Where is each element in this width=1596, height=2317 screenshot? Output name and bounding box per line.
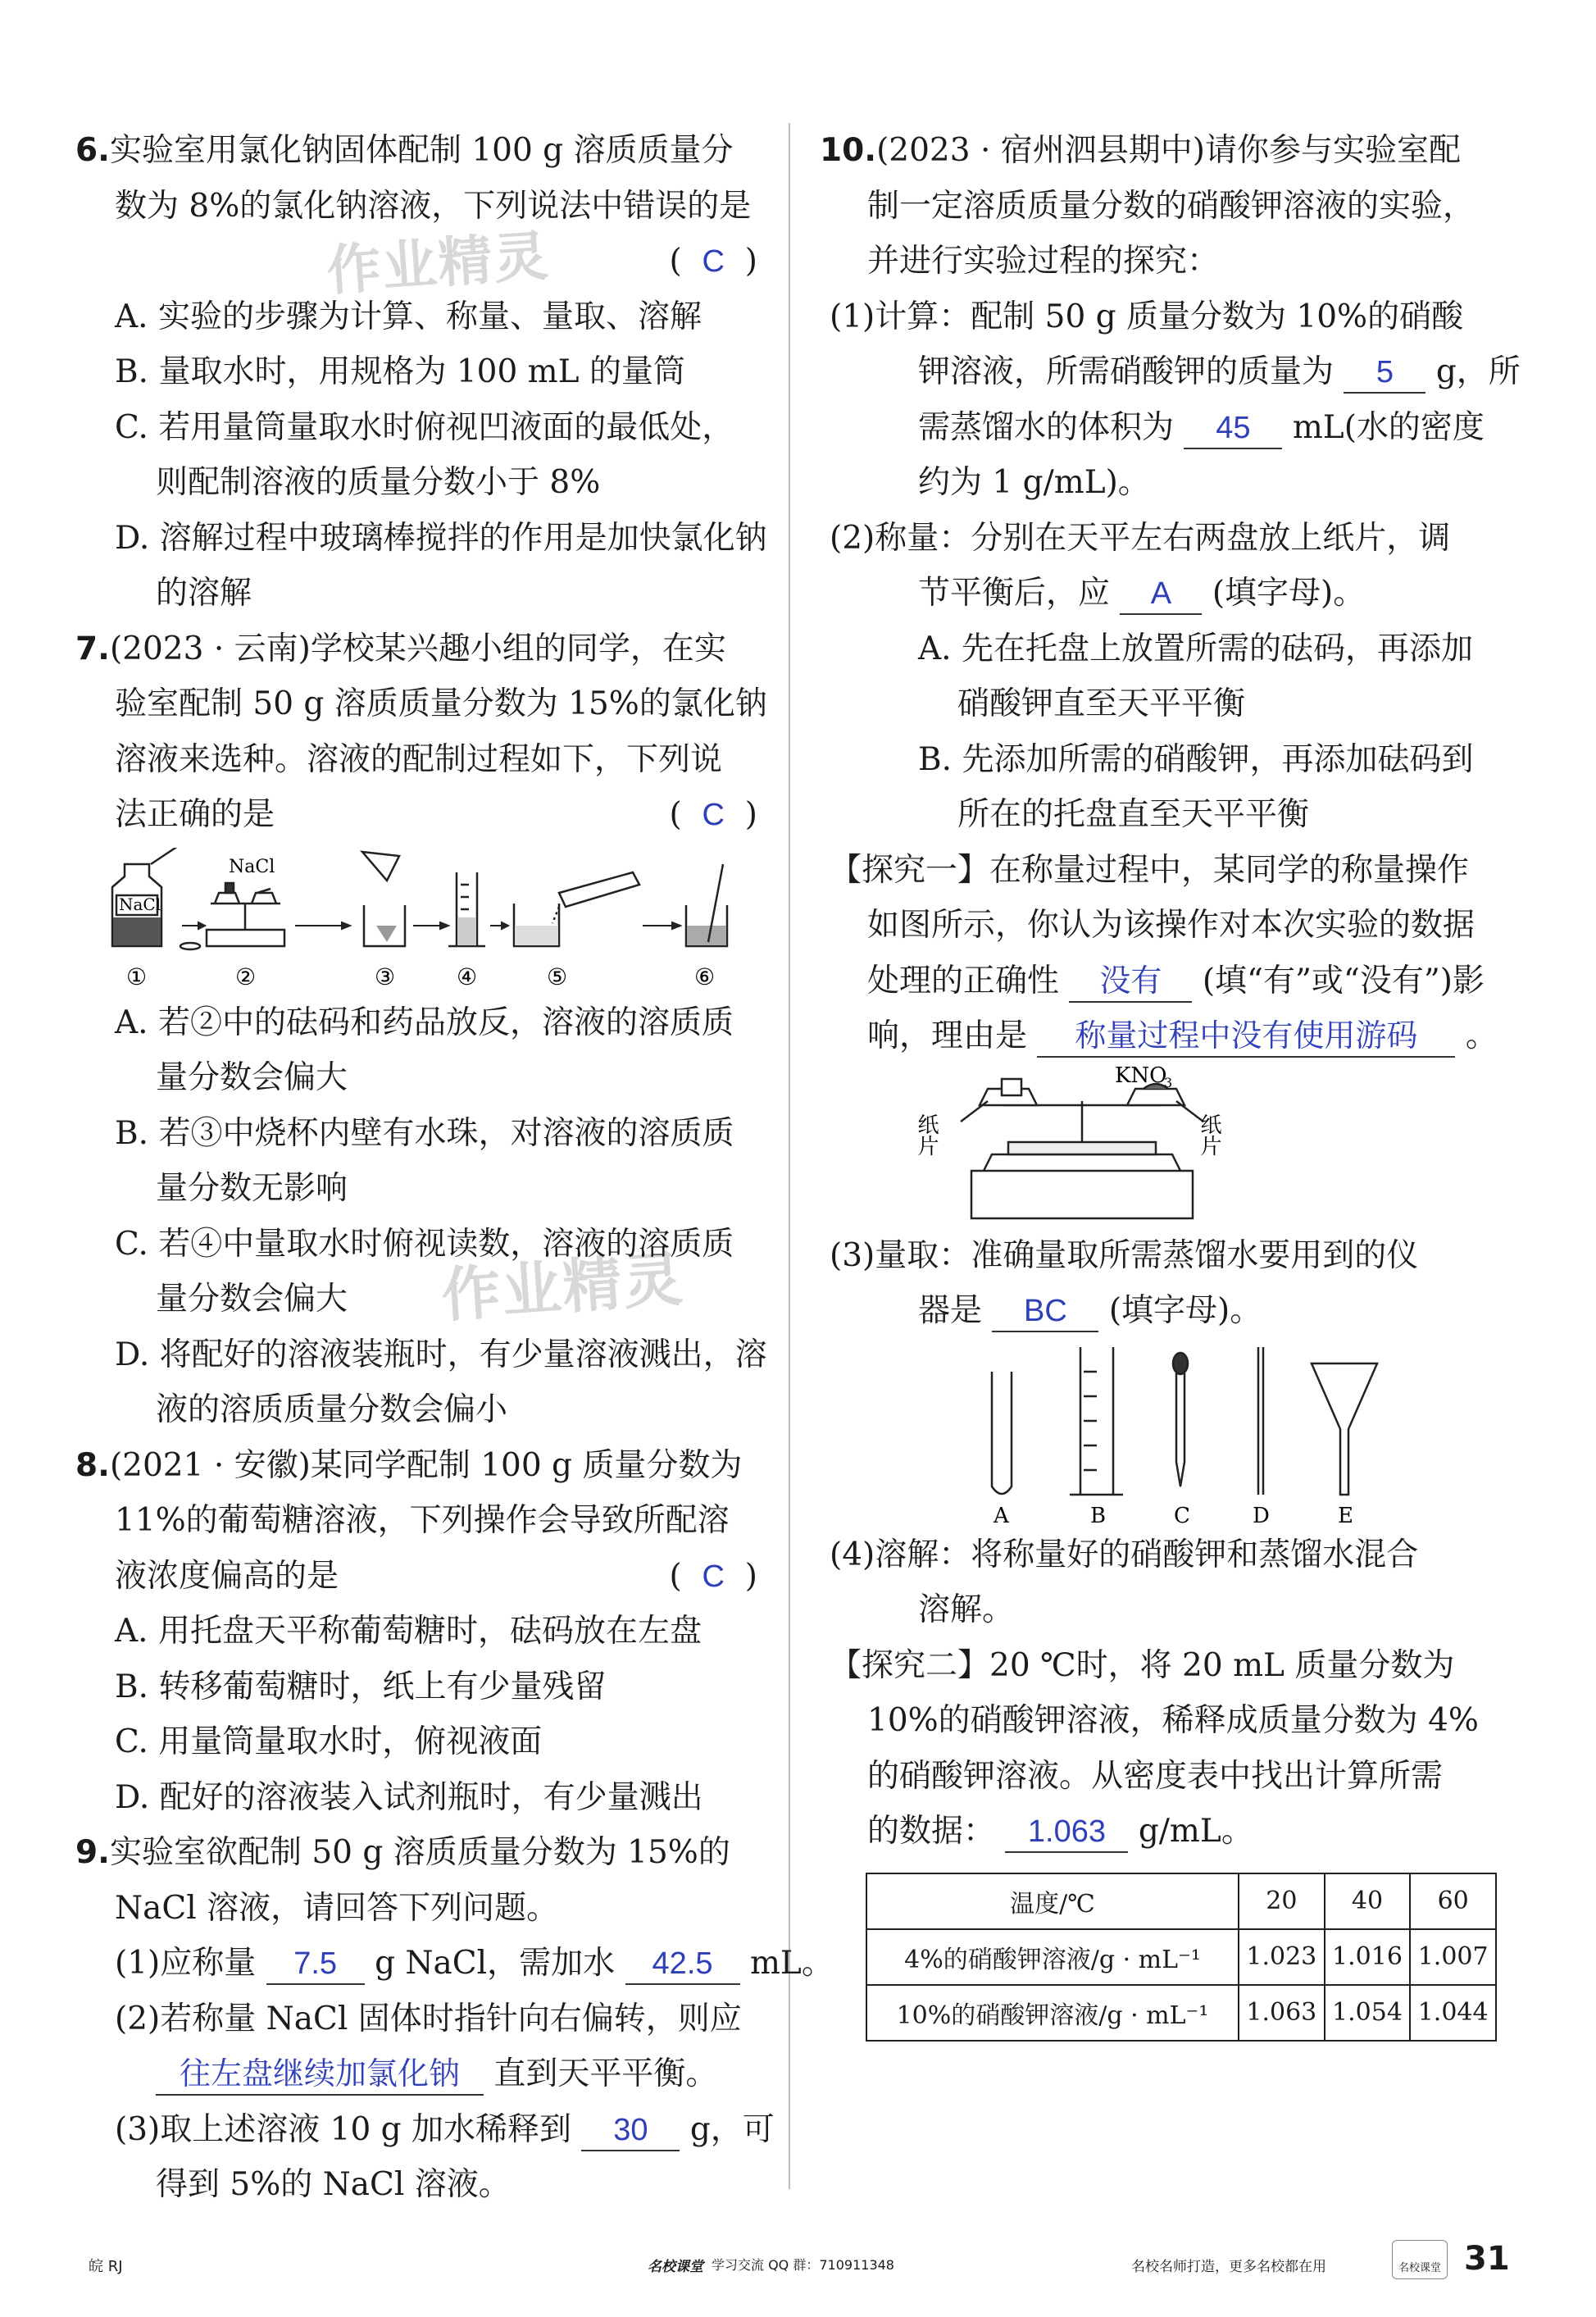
question-number: 10. (820, 132, 877, 169)
option: C. 若④中量取水时俯视读数，溶液的溶质质 (115, 1225, 734, 1263)
option: D. 将配好的溶液装瓶时，有少量溶液溅出，溶 (115, 1336, 767, 1373)
answer-blank: 5 (1344, 353, 1425, 394)
funnel-icon (1312, 1363, 1377, 1495)
question-7: 7.(2023 · 云南)学校某兴趣小组的同学，在实 验室配制 50 g 溶质质量分数为 15%的氯化钠 溶液来选种。溶液的配制过程如下，下列说 法正确的是 ( C ) NaCl NaCl ① ② ③ ④ ⑤ ⑥ A. 若②中的砝码和药品放反，溶液的溶质质 量分数会偏大 B. 若③中烧杯内壁有水珠，对溶液的溶质质 量分数无影响 C. 若④中量取水时俯视读数，溶液的溶质质 量分数会偏大 D. 将配好的溶液装瓶时，有少量溶液溅出，溶 液的溶质质量分数会偏小 (75, 621, 757, 1438)
question-10: 10.(2023 · 宿州泗县期中)请你参与实验室配 制一定溶质质量分数的硝酸钾溶液的实验， 并进行实验过程的探究： (1)计算：配制 50 g 质量分数为 10%的硝酸 钾溶液，所需硝酸钾的质量为 5 g，所 需蒸馏水的体积为 45 mL(水的密度 约为 1 g/mL)。 (2)称量：分别在天平左右两盘放上纸片，调 节平衡后，应 A (填字母)。 A. 先在托盘上放置所需的砝码，再添加 硝酸钾直至天平平衡 B. 先添加所需的硝酸钾，再添加砝码到 所在的托盘直至天平平衡 【探究一】在称量过程中，某同学的称量操作 如图所示，你认为该操作对本次实验的数据 处理的正确性 没有 (填“有”或“没有”)影 响，理由是 称量过程中没有使用游码 。 KNO 3 纸片 纸片 (3)量取：准确量取所需蒸馏水要用到的仪 器是 BC (填字母)。 A B C D E (4)溶解：将称量好的硝酸钾和蒸馏水混合 溶解。 【探究二】20 ℃时，将 20 mL 质量分数为 10%的硝酸钾溶液，稀释成质量分数为 4% 的硝酸钾溶液。从密度表中找出计算所需 的数据： 1.063 g/mL。 温度/℃ 20 40 60 4%的硝酸钾溶液/g · mL⁻¹ 1.023 1.016 1.007 10%的硝酸钾溶液/g · mL⁻¹ 1.063 1.054 1.044 (820, 123, 1508, 2042)
option-cont: 硝酸钾直至天平平衡 (957, 685, 1246, 722)
table-row: 10%的硝酸钾溶液/g · mL⁻¹ 1.063 1.054 1.044 (866, 1985, 1496, 2041)
balance-icon (961, 1079, 1203, 1218)
svg-text:⑥: ⑥ (694, 963, 716, 990)
sub-question-2: (2)称量：分别在天平左右两盘放上纸片，调 (830, 519, 1451, 557)
pouring-icon (514, 872, 639, 946)
option-cont: 量分数会偏大 (156, 1281, 348, 1318)
answer-choice: C (702, 798, 725, 832)
table-row: 4%的硝酸钾溶液/g · mL⁻¹ 1.023 1.016 1.007 (866, 1929, 1496, 1985)
svg-text:纸片: 纸片 (1197, 1113, 1221, 1156)
question-6: 6.实验室用氯化钠固体配制 100 g 溶质质量分 数为 8%的氯化钠溶液，下列说法中错误的是 ( C ) A. 实验的步骤为计算、称量、量取、溶解 B. 量取水时，用规格为 100 mL 的量筒 C. 若用量筒量取水时俯视凹液面的最低处， 则配制溶液的质量分数小于 8% D. 溶解过程中玻璃棒搅拌的作用是加快氯化钠 的溶解 (75, 123, 757, 621)
answer-blank: 往左盘继续加氯化钠 (156, 2055, 484, 2096)
answer-parens: ( C ) (669, 796, 757, 833)
option: C. 用量筒量取水时，俯视液面 (115, 1723, 543, 1760)
svg-text:B: B (1090, 1503, 1107, 1527)
page-footer (0, 2237, 1596, 2286)
slogan: 名校名师打造，更多名校都在用 (1131, 2259, 1326, 2275)
explore-1: 【探究一】在称量过程中，某同学的称量操作 (830, 851, 1470, 889)
question-9: 9.实验室欲配制 50 g 溶质质量分数为 15%的 NaCl 溶液，请回答下列问题。 (1)应称量 7.5 g NaCl，需加水 42.5 mL。 (2)若称量 NaCl 固体时指针向右偏转，则应 往左盘继续加氯化钠 直到天平平衡。 (3)取上述溶液 10 g 加水稀释到 30 g，可 得到 5%的 NaCl 溶液。 (75, 1834, 834, 2203)
answer-blank: 42.5 (625, 1944, 740, 1985)
svg-text:3: 3 (1164, 1074, 1173, 1090)
answer-choice: C (702, 244, 725, 279)
right-column (820, 123, 1521, 2042)
option: D. 配好的溶液装入试剂瓶时，有少量溅出 (115, 1778, 703, 1816)
svg-text:③: ③ (375, 963, 396, 990)
option-cont: 量分数无影响 (156, 1170, 348, 1207)
left-column (75, 123, 834, 2213)
question-number: 7. (75, 630, 110, 667)
balance-diagram (820, 1064, 1508, 1228)
density-table (866, 1873, 1497, 2042)
svg-text:E: E (1338, 1503, 1353, 1527)
solution-prep-figure (75, 848, 757, 995)
graduated-cylinder-icon (448, 872, 485, 946)
sub-question-1: (1)计算：配制 50 g 质量分数为 10%的硝酸 (830, 298, 1464, 335)
option: B. 若③中烧杯内壁有水珠，对溶液的溶质质 (115, 1114, 734, 1152)
option-cont: 则配制溶液的质量分数小于 8% (156, 464, 601, 501)
svg-text:D: D (1253, 1503, 1270, 1527)
answer-blank: 没有 (1069, 962, 1192, 1003)
option-cont: 的溶解 (156, 575, 252, 612)
option-cont: 量分数会偏大 (156, 1059, 348, 1096)
dropper-icon (1173, 1353, 1188, 1486)
arrow-icon (182, 922, 680, 929)
svg-text:②: ② (235, 963, 257, 990)
answer-blank: 7.5 (266, 1944, 365, 1985)
sub-question-3: (3)取上述溶液 10 g 加水稀释到 30 g，可 (75, 2102, 757, 2158)
solution-prep-diagram (75, 848, 757, 995)
svg-text:⑤: ⑤ (547, 963, 568, 990)
answer-blank: 30 (581, 2110, 680, 2151)
sub-question-3: (3)量取：准确量取所需蒸馏水要用到的仪 (830, 1236, 1419, 1274)
beaker-funnel-icon (362, 852, 405, 946)
svg-text:NaCl: NaCl (229, 856, 275, 877)
instruments-diagram (820, 1339, 1508, 1527)
question-number: 6. (75, 132, 110, 169)
option: C. 若用量筒量取水时俯视凹液面的最低处， (115, 408, 734, 446)
graduated-cylinder-icon (1070, 1347, 1123, 1495)
qq-group: 学习交流 QQ 群：710911348 (712, 2257, 894, 2273)
watermark: 作业精灵 (325, 224, 552, 303)
svg-text:①: ① (126, 963, 148, 990)
answer-blank: 45 (1184, 408, 1282, 449)
sub-question-4: (4)溶解：将称量好的硝酸钾和蒸馏水混合 (830, 1536, 1419, 1573)
instruments-figure (820, 1339, 1508, 1527)
watermark: 作业精灵 (439, 1244, 687, 1331)
option-cont: 所在的托盘直至天平平衡 (957, 796, 1310, 833)
answer-parens: ( C ) (669, 1557, 757, 1595)
table-header: 温度/℃ 20 40 60 (866, 1873, 1496, 1929)
answer-parens: ( C ) (669, 243, 757, 280)
glass-rod-icon (1258, 1347, 1263, 1495)
question-number: 9. (75, 1834, 110, 1871)
svg-text:A: A (994, 1503, 1009, 1527)
option: A. 若②中的砝码和药品放反，溶液的溶质质 (115, 1004, 734, 1041)
svg-text:纸片: 纸片 (914, 1113, 939, 1156)
svg-text:KNO: KNO (1115, 1063, 1167, 1088)
option: B. 转移葡萄糖时，纸上有少量残留 (115, 1668, 607, 1705)
answer-blank: 1.063 (1005, 1812, 1128, 1853)
option: D. 溶解过程中玻璃棒搅拌的作用是加快氯化钠 (115, 519, 767, 557)
brand-name: 名校课堂 (648, 2259, 703, 2275)
column-divider (789, 123, 790, 2189)
option: B. 先添加所需的硝酸钾，再添加砝码到 (918, 740, 1474, 778)
svg-text:NaCl: NaCl (119, 894, 161, 914)
sub-question-1: (1)应称量 7.5 g NaCl，需加水 42.5 mL。 (75, 1936, 757, 1992)
explore-2: 【探究二】20 ℃时，将 20 mL 质量分数为 (830, 1646, 1455, 1684)
sub-question-2: (2)若称量 NaCl 固体时指针向右偏转，则应 (115, 2000, 742, 2037)
brand-logo: 名校课堂 (1392, 2240, 1448, 2279)
svg-text:④: ④ (457, 963, 478, 990)
stirring-icon (686, 864, 727, 946)
edition-label: 皖 RJ (89, 2258, 123, 2275)
balance-figure (820, 1064, 1508, 1228)
answer-choice: C (702, 1559, 725, 1594)
option: A. 先在托盘上放置所需的砝码，再添加 (918, 630, 1473, 667)
answer-blank: BC (992, 1291, 1098, 1332)
question-8: 8.(2021 · 安徽)某同学配制 100 g 质量分数为 11%的葡萄糖溶液，下列操作会导致所配溶 液浓度偏高的是 ( C ) A. 用托盘天平称葡萄糖时，砝码放在左盘 B. 转移葡萄糖时，纸上有少量残留 C. 用量筒量取水时，俯视液面 D. 配好的溶液装入试剂瓶时，有少量溅出 (75, 1438, 757, 1826)
question-number: 8. (75, 1446, 110, 1484)
answer-blank: A (1120, 574, 1202, 615)
page-number: 31 (1464, 2240, 1510, 2278)
test-tube-icon (992, 1372, 1012, 1494)
option: B. 量取水时，用规格为 100 mL 的量筒 (115, 353, 685, 390)
option: A. 用托盘天平称葡萄糖时，砝码放在左盘 (115, 1613, 702, 1650)
option-cont: 液的溶质质量分数会偏小 (156, 1391, 508, 1428)
option: A. 实验的步骤为计算、称量、量取、溶解 (115, 298, 702, 335)
balance-icon (207, 883, 284, 946)
svg-text:C: C (1174, 1503, 1190, 1527)
answer-blank: 称量过程中没有使用游码 (1037, 1017, 1455, 1058)
